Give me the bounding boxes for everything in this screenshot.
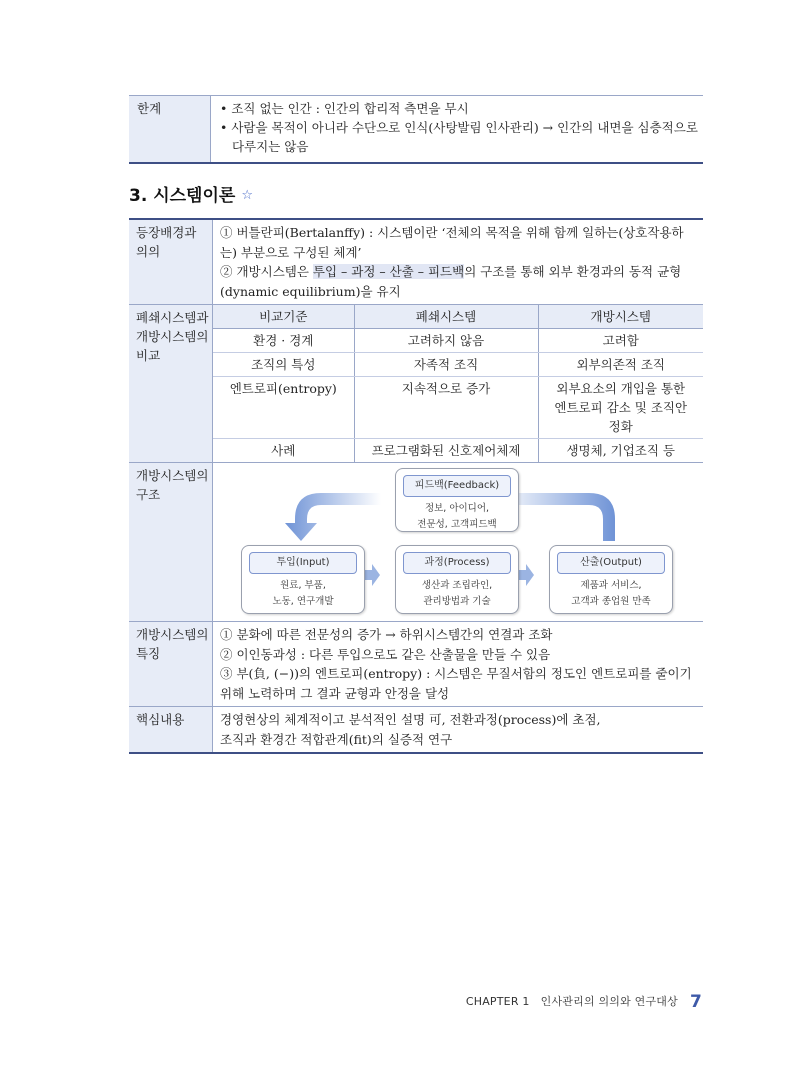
output-box: [549, 545, 673, 614]
process-desc: 생산과 조립라인, 관리방법과 기술: [421, 580, 493, 607]
cell: 생명체, 기업조직 등: [538, 439, 703, 463]
limitation-item: • 조직 없는 인간 : 인간의 합리적 측면을 무시: [220, 101, 469, 116]
cell: 고려함: [538, 329, 703, 353]
header-cell: 개방시스템: [538, 305, 703, 329]
page-number: 7: [689, 992, 702, 1012]
comparison-row: [213, 439, 703, 463]
cell: 사례: [271, 443, 296, 458]
input-desc: 원료, 부품, 노동, 연구개발: [272, 580, 334, 607]
limitation-label: 한계: [129, 96, 211, 162]
star-icon: ☆: [241, 188, 253, 203]
row-label: 핵심내용: [129, 707, 213, 752]
header-cell: 비교기준: [213, 305, 354, 329]
row-core: [129, 707, 703, 752]
cell: 지속적으로 증가: [354, 377, 538, 439]
row-comparison: [129, 305, 703, 463]
cell: 프로그램화된 신호제어체제: [354, 439, 538, 463]
cell: 조직의 특성: [213, 353, 354, 377]
comparison-header: [213, 305, 703, 329]
highlighted-text: 투입 – 과정 – 산출 – 피드백: [312, 264, 465, 279]
row-features: [129, 622, 703, 707]
row-label: 개방시스템의 구조: [129, 463, 213, 621]
feedback-desc: 정보, 아이디어, 전문성, 고객피드백: [417, 503, 497, 530]
limitation-table: [129, 95, 703, 164]
comparison-grid: [213, 305, 703, 462]
cell: 고려하지 않음: [354, 329, 538, 353]
row-structure: [129, 463, 703, 622]
output-desc: 제품과 서비스, 고객과 종업원 만족: [571, 580, 651, 607]
input-to-process-arrow: [365, 564, 380, 586]
limitation-item: • 사람을 목적이 아니라 수단으로 인식(사탕발림 인사관리) → 인간의 내면을 심층적으로 다루지는 않음: [220, 120, 698, 154]
header-cell: 폐쇄시스템: [354, 305, 538, 329]
comparison-content: [213, 305, 703, 462]
feature-item: ② 이인동과성 : 다른 투입으로도 같은 산출물을 만들 수 있음: [220, 646, 551, 662]
limitation-content: [211, 96, 703, 162]
feature-item: ① 분화에 따른 전문성의 증가 → 하위시스템간의 연결과 조화: [220, 627, 553, 642]
feedback-title: 피드백(Feedback): [403, 475, 511, 497]
process-title: 과정(Process): [403, 552, 511, 574]
section-title: 3. 시스템이론 ☆: [129, 186, 253, 206]
feature-item: ③ 부(負, (−))의 엔트로피(entropy) : 시스템은 무질서함의 정도인 엔트로피를 줄이기 위해 노력하며 그 결과 균형과 안정을 달성: [220, 666, 692, 701]
core-line: 경영현상의 체계적이고 분석적인 설명 可, 전환과정(process)에 초점,: [220, 712, 601, 727]
cell: 외부의존적 조직: [538, 353, 703, 377]
row-content: [213, 622, 703, 706]
row-content: [213, 707, 703, 752]
cell: 자족적 조직: [354, 353, 538, 377]
background-item: ① 버틀란피(Bertalanffy) : 시스템이란 ‘전체의 목적을 위해 함께 일하는(상호작용하는) 부분으로 구성된 체계’: [220, 225, 684, 260]
chapter-title: CHAPTER 1 인사관리의 의의와 연구대상: [465, 995, 678, 1008]
feedback-to-input-arrow: [285, 493, 381, 541]
structure-content: [213, 463, 703, 621]
process-to-output-arrow: [519, 564, 534, 586]
open-system-diagram: [213, 463, 703, 621]
process-box: [395, 545, 519, 614]
row-content: [213, 220, 703, 304]
cell: 환경 · 경계: [213, 329, 354, 353]
cell: 외부요소의 개입을 통한 엔트로피 감소 및 조직안정화: [538, 377, 703, 439]
row-label: 폐쇄시스템과 개방시스템의 비교: [129, 305, 213, 462]
row-label: 개방시스템의 특징: [129, 622, 213, 706]
page-footer: [466, 992, 702, 1012]
row-background: [129, 220, 703, 305]
input-title: 투입(Input): [249, 552, 357, 574]
row-label: 등장배경과 의의: [129, 220, 213, 304]
background-item: ② 개방시스템은 투입 – 과정 – 산출 – 피드백의 구조를 통해 외부 환경과의 동적 균형(dynamic equilibrium)을 유지: [220, 264, 682, 299]
comparison-row: [213, 353, 703, 377]
comparison-row: [213, 377, 703, 439]
cell: 엔트로피(entropy): [213, 377, 354, 439]
feedback-box: [395, 468, 519, 532]
core-line: 조직과 환경간 적합관계(fit)의 실증적 연구: [220, 731, 453, 747]
output-title: 산출(Output): [557, 552, 665, 574]
comparison-row: [213, 329, 703, 353]
system-theory-table: [129, 218, 703, 754]
input-box: [241, 545, 365, 614]
